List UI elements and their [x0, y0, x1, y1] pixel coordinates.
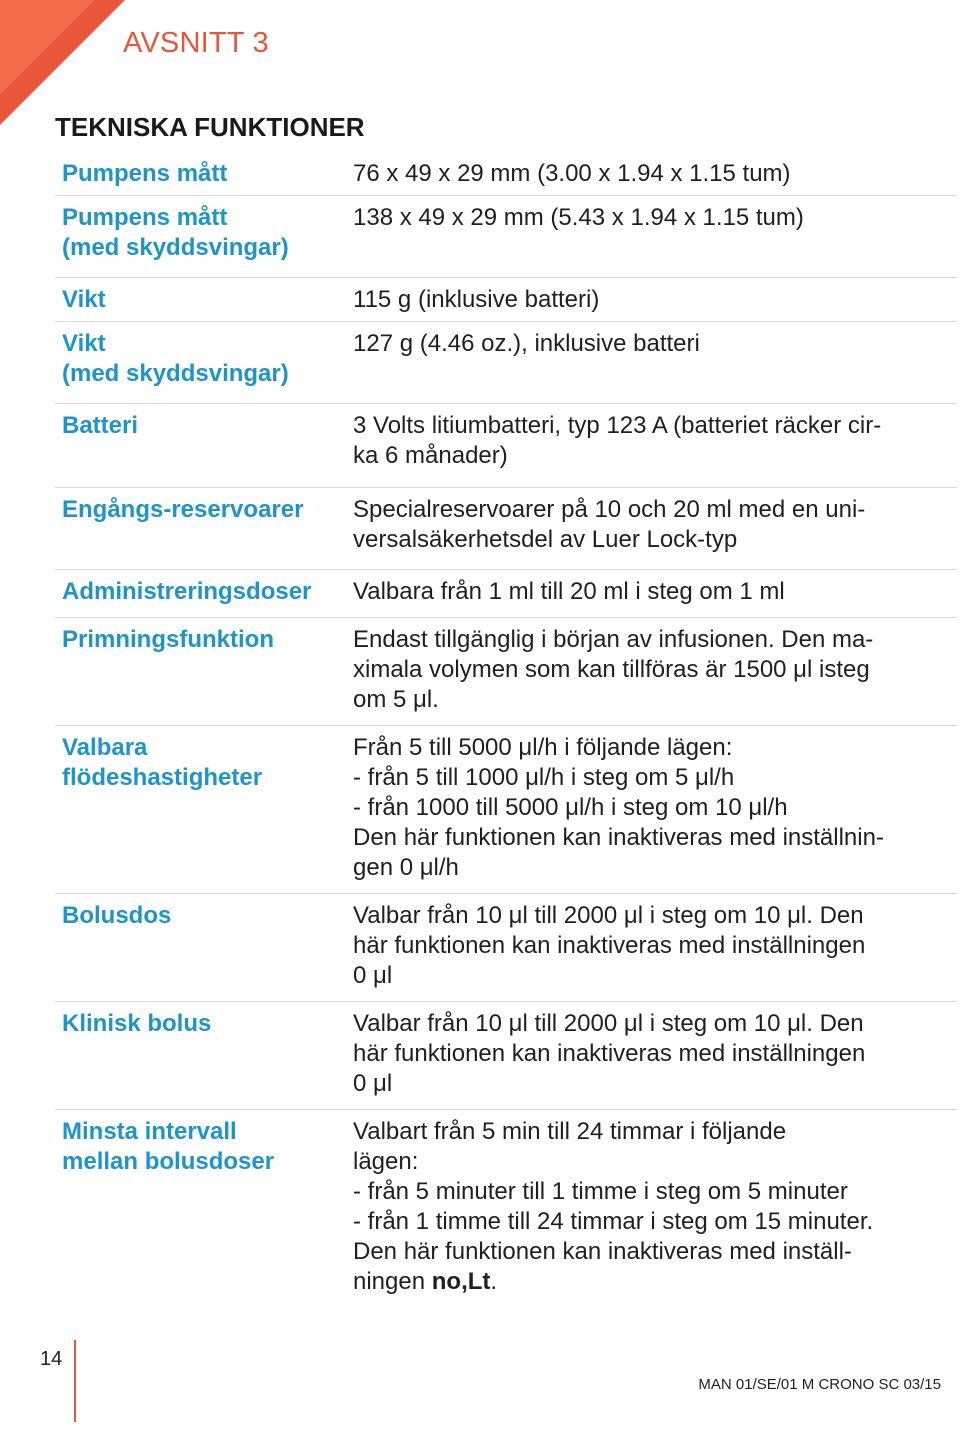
spec-row-min-interval: [55, 1110, 957, 1303]
spec-value: 76 x 49 x 29 mm (3.00 x 1.94 x 1.15 tum): [353, 160, 791, 187]
section-label: AVSNITT 3: [123, 27, 269, 59]
spec-value: Endast tillgänglig i början av infusionen. Den ma- ximala volymen som kan tillföras är 1500 μl isteg om 5 μl.: [353, 626, 874, 713]
spec-value: Från 5 till 5000 μl/h i följande lägen: - från 5 till 1000 μl/h i steg om 5 μl/h - från 1000 till 5000 μl/h i steg om 10 μl/h Den här funktionen kan inaktiveras med inställnin- gen 0 μl/h: [353, 734, 884, 881]
spec-label: Administreringsdoser: [62, 578, 312, 605]
page-title: TEKNISKA FUNKTIONER: [55, 112, 365, 142]
footer-divider: [74, 1340, 76, 1422]
spec-label: Pumpens mått: [62, 160, 228, 187]
spec-label: Bolusdos: [62, 902, 172, 929]
spec-row-weight: [55, 278, 957, 322]
spec-label: Engångs-reservoarer: [62, 496, 304, 523]
spec-row-weight-wings: [55, 322, 957, 404]
spec-label: Vikt (med skyddsvingar): [62, 330, 289, 387]
spec-label: Pumpens mått (med skyddsvingar): [62, 204, 289, 261]
spec-value: [351, 1117, 943, 1297]
spec-label: Vikt: [62, 286, 106, 313]
page-number: 14: [40, 1348, 63, 1370]
spec-row-reservoirs: [55, 488, 957, 570]
spec-label: Batteri: [62, 412, 139, 439]
spec-row-bolus-dose: [55, 894, 957, 1002]
spec-row-priming: [55, 618, 957, 726]
spec-table: [55, 152, 957, 1303]
spec-row-flow-rates: [55, 726, 957, 894]
spec-row-battery: [55, 404, 957, 488]
spec-value: 115 g (inklusive batteri): [353, 286, 600, 313]
spec-row-pump-size-wings: [55, 196, 957, 278]
spec-row-clinical-bolus: [55, 1002, 957, 1110]
spec-value: Specialreservoarer på 10 och 20 ml med en uni- versalsäkerhetsdel av Luer Lock-typ: [353, 496, 866, 553]
spec-value: 127 g (4.46 oz.), inklusive batteri: [353, 330, 700, 357]
setting-code: no,Lt: [431, 1268, 491, 1295]
spec-label: Valbara flödeshastigheter: [62, 734, 263, 791]
document-code: MAN 01/SE/01 M CRONO SC 03/15: [698, 1376, 941, 1393]
corner-accent-triangle: [0, 0, 125, 125]
spec-value-tail: .: [490, 1268, 498, 1295]
spec-label: Primningsfunktion: [62, 626, 274, 653]
spec-value: Valbar från 10 μl till 2000 μl i steg om 10 μl. Den här funktionen kan inaktiveras med inställningen 0 μl: [353, 1010, 866, 1097]
spec-value: Valbara från 1 ml till 20 ml i steg om 1 ml: [353, 578, 785, 605]
spec-value-text: Valbart från 5 min till 24 timmar i följande lägen: - från 5 minuter till 1 timme i steg om 5 minuter - från 1 timme till 24 timmar i steg om 15 minuter. Den här funktionen kan inaktiveras med inställ- ningen: [353, 1118, 874, 1295]
spec-label: Minsta intervall mellan bolusdoser: [62, 1118, 275, 1175]
spec-value: 3 Volts litiumbatteri, typ 123 A (batteriet räcker cir- ka 6 månader): [353, 412, 882, 469]
spec-row-doses: [55, 570, 957, 618]
spec-label: Klinisk bolus: [62, 1010, 212, 1037]
spec-row-pump-size: [55, 152, 957, 196]
spec-value: Valbar från 10 μl till 2000 μl i steg om 10 μl. Den här funktionen kan inaktiveras med inställningen 0 μl: [353, 902, 866, 989]
spec-value: 138 x 49 x 29 mm (5.43 x 1.94 x 1.15 tum): [353, 204, 804, 231]
